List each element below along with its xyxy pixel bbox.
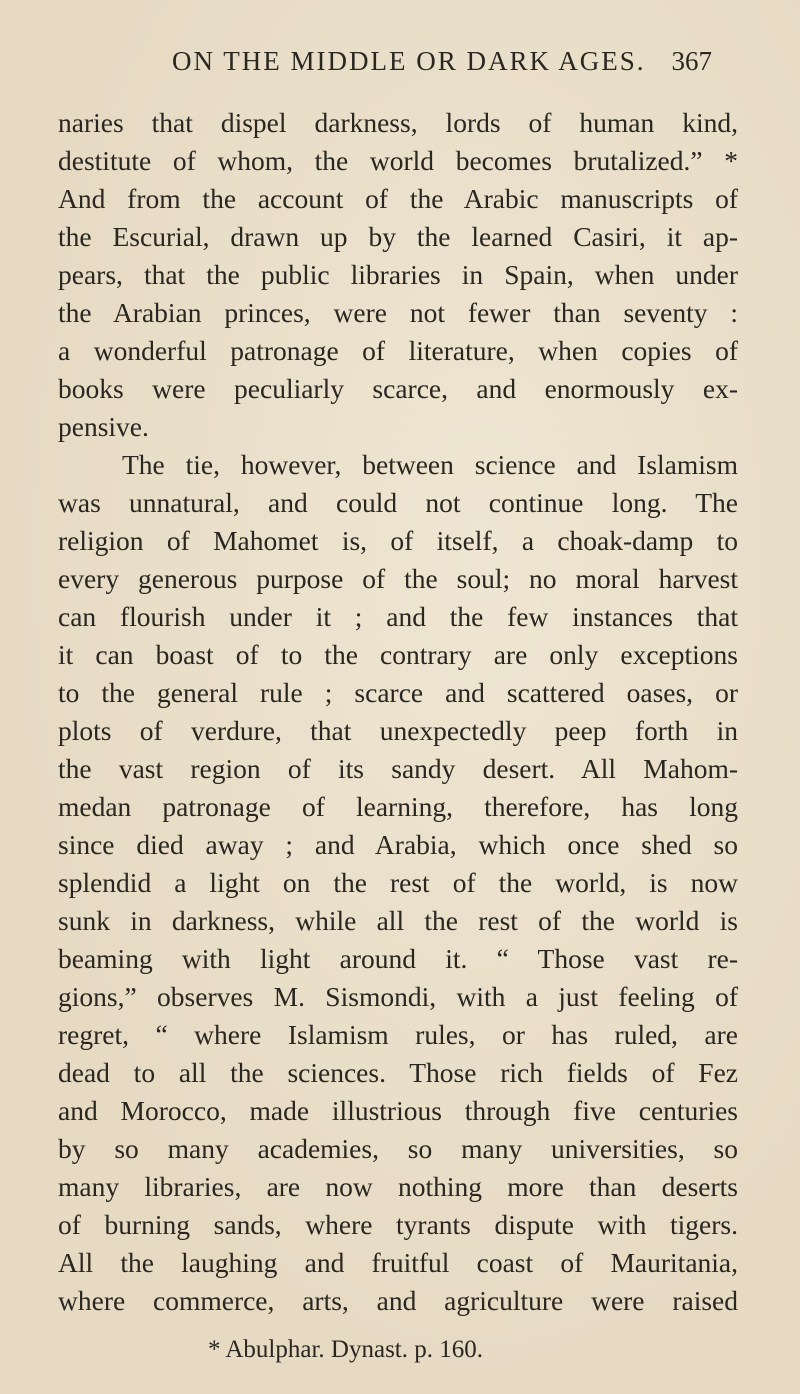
text-line: destitute of whom, the world becomes brutalized.” *	[58, 145, 738, 176]
text-line: a wonderful patronage of literature, when copies of	[58, 335, 738, 366]
text-line: books were peculiarly scarce, and enormously ex-	[58, 373, 738, 404]
text-line: religion of Mahomet is, of itself, a choak-damp to	[58, 525, 738, 556]
text-line: plots of verdure, that unexpectedly peep forth in	[58, 715, 738, 746]
text-line: the Escurial, drawn up by the learned Casiri, it ap-	[58, 221, 738, 252]
text-line: sunk in darkness, while all the rest of the world is	[58, 905, 738, 936]
text-line: beaming with light around it. “ Those vast re-	[58, 943, 738, 974]
text-line: All the laughing and fruitful coast of Mauritania,	[58, 1247, 738, 1278]
text-line: pears, that the public libraries in Spain, when under	[58, 259, 738, 290]
text-line: And from the account of the Arabic manuscripts of	[58, 183, 738, 214]
text-line: the Arabian princes, were not fewer than seventy :	[58, 297, 738, 328]
running-title: ON THE MIDDLE OR DARK AGES.	[172, 46, 646, 76]
paragraph-start-line: The tie, however, between science and Islamism	[122, 449, 738, 480]
text-line: where commerce, arts, and agriculture were raised	[58, 1285, 738, 1316]
text-line: gions,” observes M. Sismondi, with a just feeling of	[58, 981, 738, 1012]
text-line: regret, “ where Islamism rules, or has ruled, are	[58, 1019, 738, 1050]
text-line: medan patronage of learning, therefore, has long	[58, 791, 738, 822]
text-line: by so many academies, so many universities, so	[58, 1133, 738, 1164]
text-line: naries that dispel darkness, lords of human kind,	[58, 107, 738, 138]
text-line: can flourish under it ; and the few instances that	[58, 601, 738, 632]
running-head	[172, 46, 712, 86]
text-line: to the general rule ; scarce and scattered oases, or	[58, 677, 738, 708]
text-line: since died away ; and Arabia, which once shed so	[58, 829, 738, 860]
text-line: every generous purpose of the soul; no moral harvest	[58, 563, 738, 594]
footnote: * Abulphar. Dynast. p. 160.	[208, 1336, 483, 1363]
text-line: of burning sands, where tyrants dispute with tigers.	[58, 1209, 738, 1240]
page-number: 367	[671, 46, 712, 76]
text-line: it can boast of to the contrary are only exceptions	[58, 639, 738, 670]
text-line: and Morocco, made illustrious through five centuries	[58, 1095, 738, 1126]
text-line: splendid a light on the rest of the world, is now	[58, 867, 738, 898]
text-line: pensive.	[58, 411, 149, 442]
text-line: many libraries, are now nothing more than deserts	[58, 1171, 738, 1202]
body-text	[58, 104, 738, 1320]
text-line: dead to all the sciences. Those rich fields of Fez	[58, 1057, 738, 1088]
text-line: was unnatural, and could not continue long. The	[58, 487, 738, 518]
text-line: the vast region of its sandy desert. All Mahom-	[58, 753, 738, 784]
